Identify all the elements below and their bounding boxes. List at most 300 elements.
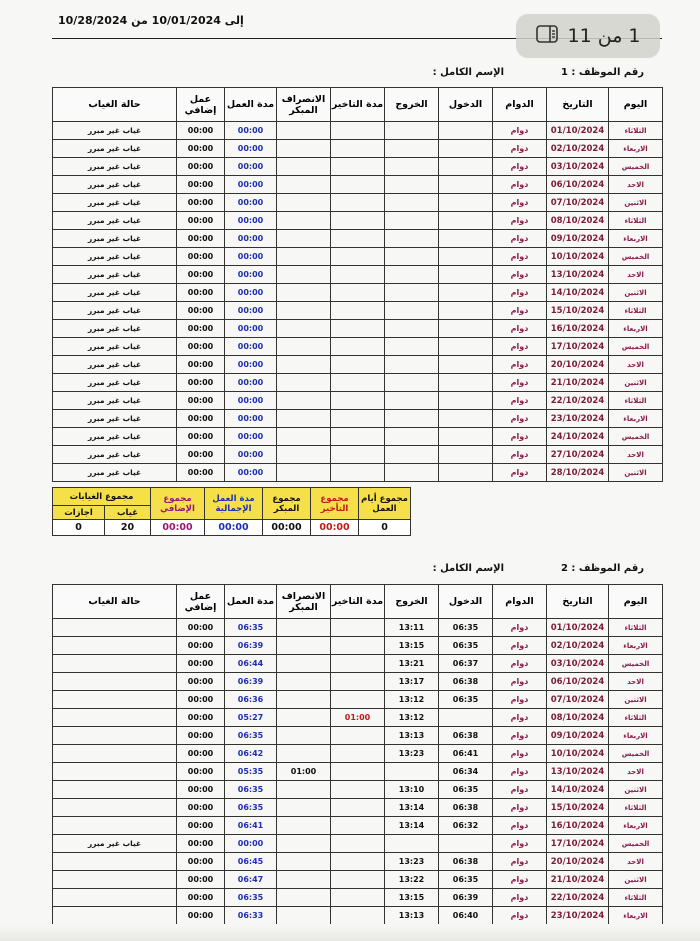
cell-shift: دوام [493, 853, 547, 871]
cell-day: الثلاثاء [609, 799, 663, 817]
cell-late [331, 302, 385, 320]
cell-ot: 00:00 [177, 871, 225, 889]
table-row [53, 374, 663, 392]
column-header-work: مدة العمل [225, 88, 277, 122]
cell-day: الاحد [609, 673, 663, 691]
cell-out [385, 266, 439, 284]
cell-early [277, 619, 331, 637]
cell-early [277, 266, 331, 284]
cell-in [439, 212, 493, 230]
cell-out: 13:10 [385, 781, 439, 799]
cell-work: 00:00 [225, 266, 277, 284]
cell-out: 13:13 [385, 907, 439, 925]
cell-work: 06:36 [225, 691, 277, 709]
cell-shift: دوام [493, 673, 547, 691]
cell-in: 06:32 [439, 817, 493, 835]
cell-abs: غياب غير مبرر [53, 356, 177, 374]
summary-work-value: 00:00 [205, 520, 263, 536]
cell-work: 00:00 [225, 374, 277, 392]
summary-days-label: مجموع أيام العمل [359, 488, 411, 520]
cell-work: 05:27 [225, 709, 277, 727]
cell-date: 10/10/2024 [547, 745, 609, 763]
cell-early [277, 392, 331, 410]
cell-shift: دوام [493, 619, 547, 637]
cell-work: 00:00 [225, 338, 277, 356]
cell-abs: غياب غير مبرر [53, 284, 177, 302]
cell-shift: دوام [493, 835, 547, 853]
cell-late [331, 799, 385, 817]
cell-abs: غياب غير مبرر [53, 140, 177, 158]
cell-in [439, 320, 493, 338]
cell-abs: غياب غير مبرر [53, 248, 177, 266]
cell-in: 06:37 [439, 655, 493, 673]
table-row [53, 709, 663, 727]
cell-shift: دوام [493, 356, 547, 374]
cell-abs [53, 889, 177, 907]
cell-day: الاثنين [609, 284, 663, 302]
cell-in [439, 464, 493, 482]
cell-date: 17/10/2024 [547, 835, 609, 853]
cell-abs [53, 871, 177, 889]
cell-early [277, 907, 331, 925]
cell-ot: 00:00 [177, 763, 225, 781]
cell-out [385, 374, 439, 392]
table-row [53, 266, 663, 284]
cell-early [277, 799, 331, 817]
cell-early [277, 817, 331, 835]
full-name-label: الإسم الكامل : [432, 67, 504, 78]
column-header-absence: حالة الغياب [53, 585, 177, 619]
cell-early [277, 248, 331, 266]
cell-in: 06:40 [439, 907, 493, 925]
cell-early [277, 464, 331, 482]
table-row [53, 284, 663, 302]
cell-in: 06:35 [439, 781, 493, 799]
cell-ot: 00:00 [177, 655, 225, 673]
cell-day: الاربعاء [609, 230, 663, 248]
table-row [53, 889, 663, 907]
employee-2-attendance-table [52, 584, 663, 925]
cell-early [277, 356, 331, 374]
cell-early [277, 655, 331, 673]
cell-date: 17/10/2024 [547, 338, 609, 356]
cell-work: 00:00 [225, 194, 277, 212]
cell-out [385, 428, 439, 446]
cell-shift: دوام [493, 781, 547, 799]
cell-day: الاربعاء [609, 140, 663, 158]
cell-shift: دوام [493, 446, 547, 464]
cell-late [331, 637, 385, 655]
cell-in: 06:35 [439, 871, 493, 889]
table-row [53, 691, 663, 709]
table-row [53, 655, 663, 673]
cell-day: الاربعاء [609, 410, 663, 428]
table-row [53, 745, 663, 763]
cell-work: 06:35 [225, 799, 277, 817]
cell-late [331, 320, 385, 338]
cell-work: 00:00 [225, 356, 277, 374]
cell-out [385, 122, 439, 140]
cell-out [385, 284, 439, 302]
cell-out: 13:17 [385, 673, 439, 691]
cell-work: 06:42 [225, 745, 277, 763]
cell-work: 06:39 [225, 637, 277, 655]
cell-date: 16/10/2024 [547, 817, 609, 835]
cell-in [439, 122, 493, 140]
cell-late [331, 212, 385, 230]
pages-panel-icon[interactable] [536, 25, 558, 48]
cell-ot: 00:00 [177, 817, 225, 835]
cell-early [277, 745, 331, 763]
cell-date: 21/10/2024 [547, 871, 609, 889]
cell-date: 01/10/2024 [547, 122, 609, 140]
cell-late [331, 230, 385, 248]
cell-ot: 00:00 [177, 230, 225, 248]
cell-late [331, 781, 385, 799]
full-name-label: الإسم الكامل : [432, 563, 504, 574]
cell-late [331, 691, 385, 709]
cell-in [439, 374, 493, 392]
cell-day: الخميس [609, 745, 663, 763]
cell-in: 06:38 [439, 673, 493, 691]
cell-date: 22/10/2024 [547, 889, 609, 907]
cell-early [277, 302, 331, 320]
table-row [53, 122, 663, 140]
cell-shift: دوام [493, 158, 547, 176]
table-row [53, 212, 663, 230]
cell-early [277, 374, 331, 392]
table-row [53, 176, 663, 194]
table-row [53, 673, 663, 691]
cell-ot: 00:00 [177, 464, 225, 482]
cell-work: 06:44 [225, 655, 277, 673]
cell-in: 06:34 [439, 763, 493, 781]
cell-shift: دوام [493, 266, 547, 284]
cell-late [331, 446, 385, 464]
cell-abs: غياب غير مبرر [53, 122, 177, 140]
cell-abs [53, 799, 177, 817]
cell-out [385, 446, 439, 464]
cell-work: 00:00 [225, 302, 277, 320]
cell-ot: 00:00 [177, 176, 225, 194]
cell-early [277, 691, 331, 709]
column-header-in: الدخول [439, 585, 493, 619]
page-bottom-edge [0, 924, 700, 941]
cell-date: 15/10/2024 [547, 799, 609, 817]
cell-out [385, 392, 439, 410]
table-row [53, 356, 663, 374]
cell-abs: غياب غير مبرر [53, 410, 177, 428]
cell-in [439, 356, 493, 374]
cell-date: 16/10/2024 [547, 320, 609, 338]
cell-day: الاثنين [609, 464, 663, 482]
cell-in: 06:38 [439, 853, 493, 871]
cell-early [277, 673, 331, 691]
summary-overtime-label: مجموع الإضافي [151, 488, 205, 520]
cell-ot: 00:00 [177, 853, 225, 871]
cell-in [439, 140, 493, 158]
column-header-shift: الدوام [493, 585, 547, 619]
cell-ot: 00:00 [177, 158, 225, 176]
table-row [53, 446, 663, 464]
cell-work: 06:35 [225, 889, 277, 907]
column-header-late: مدة التاخير [331, 585, 385, 619]
cell-date: 20/10/2024 [547, 356, 609, 374]
cell-out: 13:13 [385, 727, 439, 745]
cell-day: الثلاثاء [609, 392, 663, 410]
column-header-date: التاريخ [547, 585, 609, 619]
table-row [53, 338, 663, 356]
cell-in [439, 410, 493, 428]
summary-leave-value: 0 [53, 520, 105, 536]
cell-date: 23/10/2024 [547, 907, 609, 925]
employee-1-attendance-table [52, 87, 663, 482]
cell-abs: غياب غير مبرر [53, 176, 177, 194]
cell-day: الاحد [609, 853, 663, 871]
cell-out: 13:14 [385, 799, 439, 817]
table-row [53, 799, 663, 817]
table-row [53, 302, 663, 320]
cell-early [277, 853, 331, 871]
column-header-day: اليوم [609, 88, 663, 122]
cell-shift: دوام [493, 248, 547, 266]
cell-day: الثلاثاء [609, 709, 663, 727]
cell-work: 00:00 [225, 248, 277, 266]
cell-date: 13/10/2024 [547, 266, 609, 284]
cell-date: 21/10/2024 [547, 374, 609, 392]
cell-late [331, 835, 385, 853]
cell-late [331, 284, 385, 302]
cell-shift: دوام [493, 637, 547, 655]
cell-date: 24/10/2024 [547, 428, 609, 446]
cell-out: 13:15 [385, 637, 439, 655]
cell-abs [53, 853, 177, 871]
summary-absence-sub: غياب [105, 506, 151, 520]
cell-abs: غياب غير مبرر [53, 194, 177, 212]
cell-shift: دوام [493, 745, 547, 763]
cell-shift: دوام [493, 691, 547, 709]
cell-late [331, 158, 385, 176]
cell-ot: 00:00 [177, 709, 225, 727]
from-label: من [131, 14, 148, 27]
cell-out [385, 248, 439, 266]
column-header-work: مدة العمل [225, 585, 277, 619]
table-row [53, 248, 663, 266]
cell-date: 06/10/2024 [547, 176, 609, 194]
cell-early [277, 446, 331, 464]
cell-date: 22/10/2024 [547, 392, 609, 410]
summary-early-label: مجموع المبكر [263, 488, 311, 520]
cell-day: الاحد [609, 356, 663, 374]
cell-work: 00:00 [225, 835, 277, 853]
cell-day: الاحد [609, 446, 663, 464]
cell-late [331, 248, 385, 266]
cell-ot: 00:00 [177, 302, 225, 320]
cell-date: 13/10/2024 [547, 763, 609, 781]
cell-day: الاثنين [609, 374, 663, 392]
cell-out [385, 158, 439, 176]
cell-ot: 00:00 [177, 392, 225, 410]
cell-shift: دوام [493, 817, 547, 835]
cell-work: 06:33 [225, 907, 277, 925]
cell-in [439, 284, 493, 302]
cell-in: 06:41 [439, 745, 493, 763]
cell-early [277, 194, 331, 212]
cell-day: الاربعاء [609, 320, 663, 338]
cell-shift: دوام [493, 410, 547, 428]
cell-abs: غياب غير مبرر [53, 158, 177, 176]
cell-early [277, 338, 331, 356]
cell-abs [53, 673, 177, 691]
to-label: إلى [224, 14, 244, 27]
summary-absence-value: 20 [105, 520, 151, 536]
cell-out: 13:14 [385, 817, 439, 835]
cell-shift: دوام [493, 194, 547, 212]
cell-in [439, 158, 493, 176]
cell-late [331, 853, 385, 871]
cell-day: الاثنين [609, 194, 663, 212]
summary-days-value: 0 [359, 520, 411, 536]
column-header-overtime: عمل إضافي [177, 88, 225, 122]
cell-in [439, 709, 493, 727]
cell-day: الثلاثاء [609, 889, 663, 907]
cell-day: الاربعاء [609, 727, 663, 745]
cell-day: الاثنين [609, 781, 663, 799]
table-row [53, 817, 663, 835]
cell-ot: 00:00 [177, 727, 225, 745]
cell-late [331, 907, 385, 925]
cell-day: الاحد [609, 266, 663, 284]
summary-early-value: 00:00 [263, 520, 311, 536]
cell-day: الخميس [609, 248, 663, 266]
column-header-early: الانصراف المبكر [277, 585, 331, 619]
cell-out: 13:23 [385, 745, 439, 763]
cell-out: 13:11 [385, 619, 439, 637]
table-row [53, 907, 663, 925]
table-row [53, 320, 663, 338]
summary-overtime-value: 00:00 [151, 520, 205, 536]
cell-day: الخميس [609, 655, 663, 673]
cell-out: 13:12 [385, 691, 439, 709]
column-header-day: اليوم [609, 585, 663, 619]
cell-in: 06:38 [439, 799, 493, 817]
cell-shift: دوام [493, 655, 547, 673]
cell-out [385, 140, 439, 158]
table-row [53, 158, 663, 176]
table-row [53, 763, 663, 781]
cell-work: 00:00 [225, 140, 277, 158]
cell-day: الاثنين [609, 871, 663, 889]
employee-number: رقم الموظف : 2 [560, 563, 644, 574]
cell-early [277, 140, 331, 158]
cell-work: 06:39 [225, 673, 277, 691]
cell-late [331, 410, 385, 428]
page-indicator[interactable] [516, 14, 660, 58]
cell-out: 13:12 [385, 709, 439, 727]
cell-day: الاحد [609, 763, 663, 781]
cell-ot: 00:00 [177, 356, 225, 374]
column-header-shift: الدوام [493, 88, 547, 122]
cell-early [277, 212, 331, 230]
cell-in: 06:39 [439, 889, 493, 907]
cell-abs [53, 637, 177, 655]
cell-ot: 00:00 [177, 619, 225, 637]
cell-day: الخميس [609, 158, 663, 176]
cell-in [439, 194, 493, 212]
cell-ot: 00:00 [177, 212, 225, 230]
cell-abs: غياب غير مبرر [53, 464, 177, 482]
cell-late [331, 745, 385, 763]
cell-work: 00:00 [225, 158, 277, 176]
cell-in: 06:35 [439, 637, 493, 655]
cell-in [439, 266, 493, 284]
cell-abs: غياب غير مبرر [53, 392, 177, 410]
table-row [53, 410, 663, 428]
cell-shift: دوام [493, 374, 547, 392]
cell-date: 08/10/2024 [547, 212, 609, 230]
table-row [53, 140, 663, 158]
cell-in [439, 248, 493, 266]
column-header-out: الخروج [385, 88, 439, 122]
summary-absences-label: مجموع الغيابات [53, 488, 151, 506]
cell-abs [53, 709, 177, 727]
column-header-late: مدة التاخير [331, 88, 385, 122]
table-row [53, 781, 663, 799]
column-header-early: الانصراف المبكر [277, 88, 331, 122]
cell-ot: 00:00 [177, 338, 225, 356]
cell-shift: دوام [493, 140, 547, 158]
cell-work: 06:35 [225, 619, 277, 637]
cell-abs: غياب غير مبرر [53, 320, 177, 338]
cell-out [385, 464, 439, 482]
cell-shift: دوام [493, 889, 547, 907]
column-header-absence: حالة الغياب [53, 88, 177, 122]
table-row [53, 194, 663, 212]
cell-work: 00:00 [225, 410, 277, 428]
cell-out: 13:15 [385, 889, 439, 907]
cell-ot: 00:00 [177, 374, 225, 392]
cell-ot: 00:00 [177, 907, 225, 925]
cell-shift: دوام [493, 338, 547, 356]
cell-shift: دوام [493, 464, 547, 482]
cell-early [277, 410, 331, 428]
cell-abs [53, 745, 177, 763]
cell-out [385, 302, 439, 320]
cell-date: 03/10/2024 [547, 158, 609, 176]
cell-day: الاربعاء [609, 637, 663, 655]
cell-late [331, 194, 385, 212]
cell-abs: غياب غير مبرر [53, 835, 177, 853]
cell-work: 00:00 [225, 284, 277, 302]
cell-date: 08/10/2024 [547, 709, 609, 727]
from-date: 10/01/2024 [151, 14, 221, 27]
cell-late [331, 817, 385, 835]
cell-shift: دوام [493, 763, 547, 781]
cell-date: 28/10/2024 [547, 464, 609, 482]
cell-early [277, 871, 331, 889]
cell-in [439, 230, 493, 248]
cell-work: 00:00 [225, 230, 277, 248]
cell-abs [53, 691, 177, 709]
cell-late [331, 338, 385, 356]
cell-in: 06:38 [439, 727, 493, 745]
cell-work: 00:00 [225, 176, 277, 194]
cell-early [277, 835, 331, 853]
column-header-out: الخروج [385, 585, 439, 619]
cell-day: الثلاثاء [609, 212, 663, 230]
cell-early [277, 320, 331, 338]
cell-day: الثلاثاء [609, 122, 663, 140]
